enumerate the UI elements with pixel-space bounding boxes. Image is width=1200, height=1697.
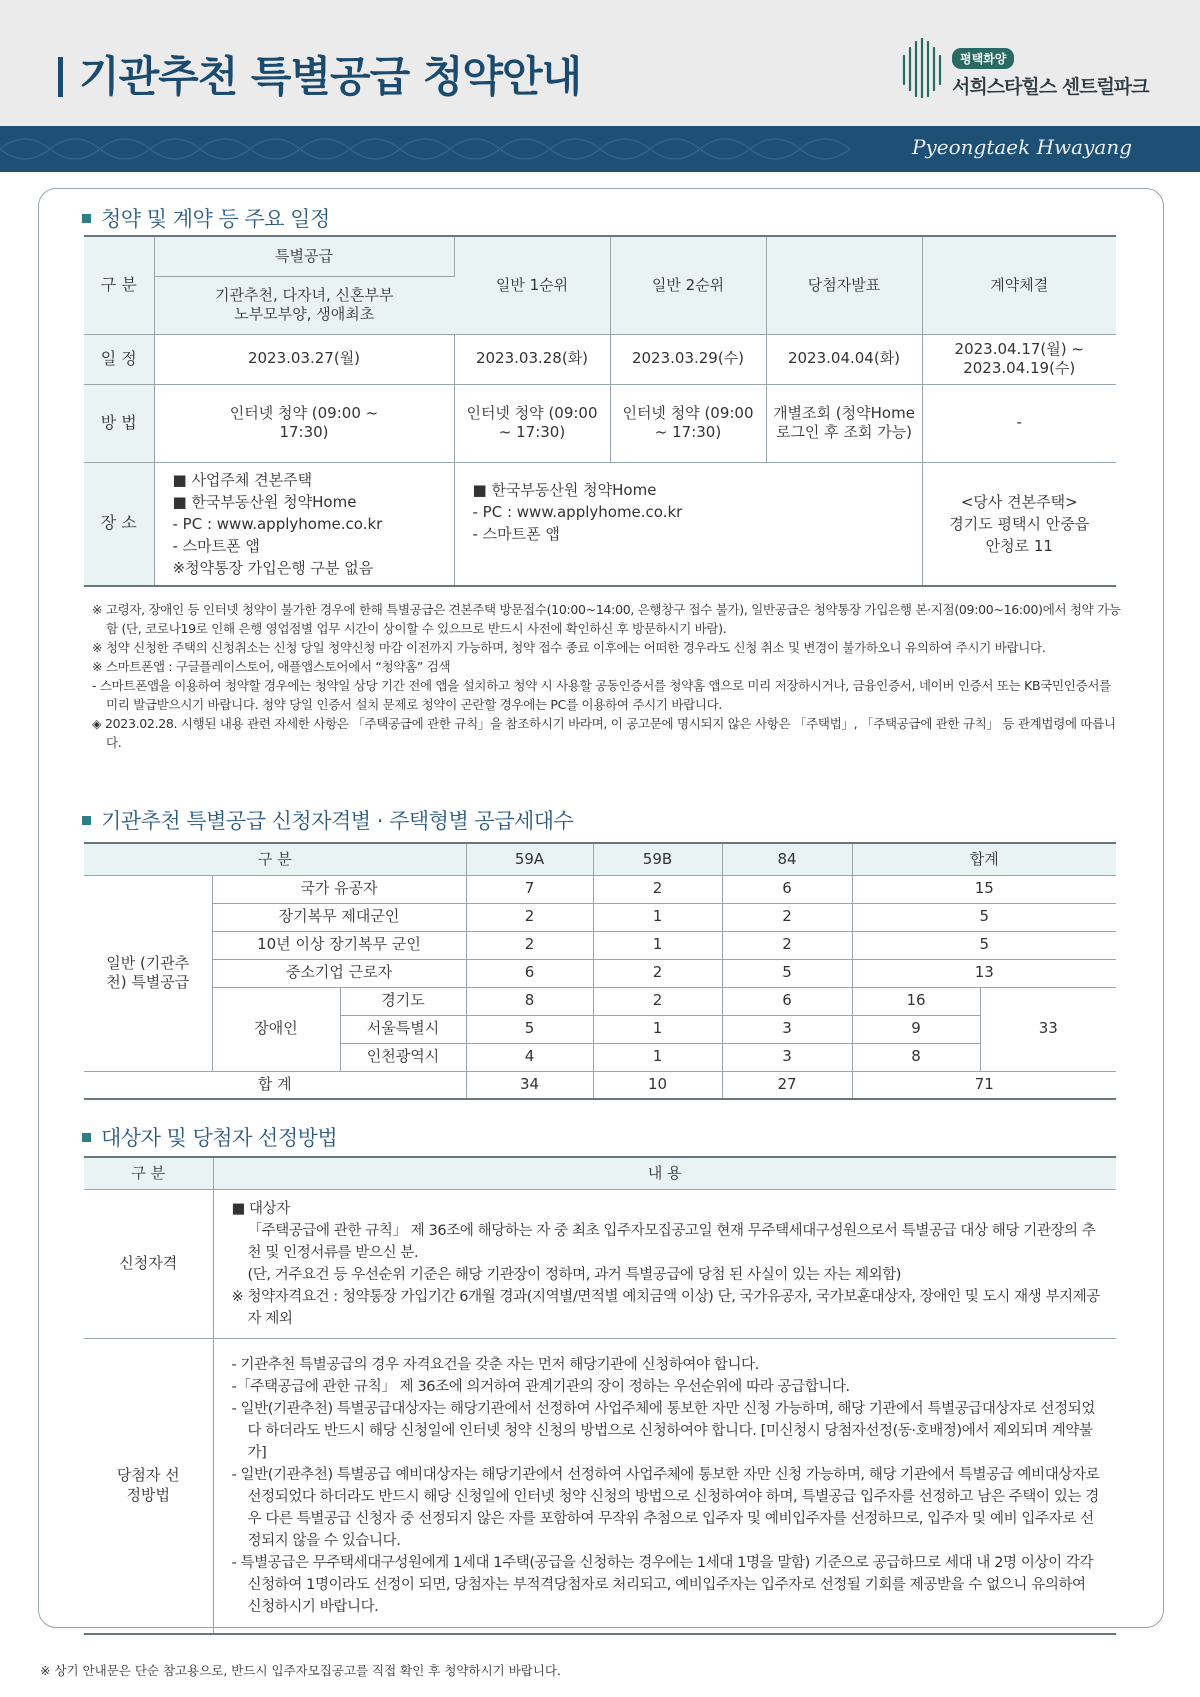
table-cell: 71 [852, 1071, 1116, 1099]
table-cell: 장애인 [212, 987, 340, 1071]
note-item: ◈ 2023.02.28. 시행된 내용 관련 자세한 사항은 「주택공급에 관한 규칙」을 참조하시기 바라며, 이 공고문에 명시되지 않은 사항은 「주택법」, 「주택공급에 관한 규칙」 등 관계법령에 따릅니다. [92, 716, 1116, 750]
table-cell: 인터넷 청약 (09:00 ~ 17:30) [610, 384, 766, 462]
table-cell: 10년 이상 장기복무 군인 [212, 931, 466, 959]
place-line: 경기도 평택시 안중읍 [949, 514, 1090, 533]
decorative-band [0, 126, 1200, 172]
content-line: (단, 거주요건 등 우선순위 기준은 해당 기관장이 정하며, 과거 특별공급에 당첨 된 사실이 있는 자는 제외함) [247, 1266, 902, 1283]
place-line: 안청로 11 [985, 536, 1053, 555]
place-line: ※청약통장 가입은행 구분 없음 [172, 558, 374, 577]
table-cell: 합 계 [84, 1071, 466, 1099]
table-cell: 1 [593, 903, 722, 931]
table-cell: 8 [852, 1043, 980, 1071]
content-line: ※ 청약자격요건 : 청약통장 가입기간 6개월 경과(지역별/면적별 예치금액 이상) 단, 국가유공자, 국가보훈대상자, 장애인 및 도시 재생 부지제공자 제외 [231, 1288, 1100, 1327]
header-cell: 기관추천, 다자녀, 신혼부부 노부모부양, 생애최초 [154, 276, 454, 334]
brand-logo [900, 38, 1170, 108]
logo-badge: 평택화양 [952, 48, 1014, 69]
header-cell: 일반 2순위 [610, 236, 766, 334]
table-cell: 서울특별시 [340, 1015, 466, 1043]
table-cell: 3 [722, 1015, 852, 1043]
table-cell: 2023.03.27(월) [154, 334, 454, 384]
section-title-schedule [82, 203, 330, 233]
table-cell: 34 [466, 1071, 593, 1099]
table-cell: 2023.03.28(화) [454, 334, 610, 384]
table-cell: 4 [466, 1043, 593, 1071]
header-cell: 구 분 [84, 1157, 213, 1189]
section-title-text: 청약 및 계약 등 주요 일정 [101, 207, 330, 231]
section-title-text: 대상자 및 당첨자 선정방법 [101, 1126, 338, 1150]
table-cell: 중소기업 근로자 [212, 959, 466, 987]
table-cell: 2 [593, 875, 722, 903]
place-line: ■ 한국부동산원 청약Home [172, 492, 357, 511]
row-label-text: 당첨자 선정방법 [116, 1466, 180, 1504]
header-cell: 합계 [852, 843, 1116, 875]
section-title-text: 기관추천 특별공급 신청자격별 · 주택형별 공급세대수 [101, 809, 574, 833]
table-cell: 16 [852, 987, 980, 1015]
table-cell: 1 [593, 1043, 722, 1071]
header-cell: 84 [722, 843, 852, 875]
table-cell: 5 [852, 931, 1116, 959]
header-cell: 특별공급 [154, 236, 454, 276]
page-title [58, 44, 581, 104]
place-line: - PC : www.applyhome.co.kr [172, 514, 383, 533]
note-item: ※ 스마트폰앱 : 구글플레이스토어, 애플앱스토어에서 “청약홈” 검색 [92, 659, 451, 674]
group-label-text: 일반 (기관추천) 특별공급 [106, 953, 190, 991]
table-cell: 2 [722, 931, 852, 959]
table-cell: 27 [722, 1071, 852, 1099]
note-item: ※ 고령자, 장애인 등 인터넷 청약이 불가한 경우에 한해 특별공급은 견본주택 방문접수(10:00~14:00, 은행창구 접수 불가), 일반공급은 청약통장 가입은행 본·지점(09:00~16:00)에서 청약 가능함 (단, 코로나19로 인해 은행 영업점별 업무 시간이 상이할 수 있으므로 반드시 사전에 확인하신 후 방문하시기 바람). [92, 602, 1121, 636]
table-cell: 국가 유공자 [212, 875, 466, 903]
table-cell: 2 [593, 987, 722, 1015]
table-cell: 5 [722, 959, 852, 987]
table-cell: 2 [466, 931, 593, 959]
logo-name: 서희스타힐스 센트럴파크 [952, 76, 1149, 98]
table-cell: 6 [722, 875, 852, 903]
content-line: - 일반(기관추천) 특별공급 예비대상자는 해당기관에서 선정하여 사업주체에 통보한 자만 신청 가능하며, 해당 기관에서 특별공급 예비대상자로 선정되었다 하더라도 반드시 해당 신청일에 인터넷 청약 신청의 방법으로 신청하여야 하며, 특별공급 입주자를 선정하고 남은 주택이 있는 경우 다른 특별공급 신청자 중 선정되지 않은 자를 포함하여 무작위 추첨으로 입주자 및 예비입주자를 선정하므로, 입주자 및 예비 입주자로 선정되지 않을 수 있습니다. [231, 1466, 1100, 1549]
table-cell: 8 [466, 987, 593, 1015]
section-bullet-icon [82, 816, 91, 825]
header-cell: 구 분 [84, 843, 466, 875]
title-bar [58, 57, 63, 97]
supply-table [84, 842, 1116, 1100]
row-label: 장 소 [84, 462, 154, 586]
content-line: -「주택공급에 관한 규칙」 제 36조에 의거하여 관계기관의 장이 정하는 우선순위에 따라 공급합니다. [231, 1378, 850, 1395]
footer-note: ※ 상기 안내문은 단순 참고용으로, 반드시 입주자모집공고를 직접 확인 후 청약하시기 바랍니다. [40, 1663, 561, 1678]
selection-table [84, 1156, 1116, 1635]
place-line: - PC : www.applyhome.co.kr [472, 502, 683, 521]
place-contract-cell [922, 462, 1116, 586]
table-cell: 2 [593, 959, 722, 987]
table-cell: 6 [722, 987, 852, 1015]
band-script-text: Pyeongtaek Hwayang [912, 135, 1132, 159]
page-title-text: 기관추천 특별공급 청약안내 [79, 52, 582, 101]
table-cell: 1 [593, 931, 722, 959]
table-cell: 장기복무 제대군인 [212, 903, 466, 931]
table-cell: 10 [593, 1071, 722, 1099]
section-bullet-icon [82, 214, 91, 223]
table-cell: 9 [852, 1015, 980, 1043]
table-cell: 7 [466, 875, 593, 903]
place-special-cell [154, 462, 454, 586]
content-line: 「주택공급에 관한 규칙」 제 36조에 해당하는 자 중 최초 입주자모집공고일 현재 무주택세대구성원으로서 특별공급 대상 해당 기관장의 추천 및 인정서류를 받으신 분. [247, 1222, 1096, 1261]
row-label: 신청자격 [84, 1189, 213, 1338]
table-cell: 인터넷 청약 (09:00 ~ 17:30) [154, 384, 454, 462]
table-cell: 3 [722, 1043, 852, 1071]
group-label [84, 875, 212, 1071]
section-bullet-icon [82, 1133, 91, 1142]
logo-mark-icon [900, 38, 944, 98]
table-cell: 인터넷 청약 (09:00 ~ 17:30) [454, 384, 610, 462]
table-cell: 개별조회 (청약Home로그인 후 조회 가능) [766, 384, 922, 462]
section-title-supply [82, 805, 573, 835]
table-cell: 1 [593, 1015, 722, 1043]
table-cell: 인천광역시 [340, 1043, 466, 1071]
header-cell: 일반 1순위 [454, 236, 610, 334]
table-cell: 2 [722, 903, 852, 931]
schedule-notes [92, 600, 1122, 752]
table-cell: 15 [852, 875, 1116, 903]
place-line: ■ 사업주체 견본주택 [172, 470, 313, 489]
content-line: ■ 대상자 [231, 1200, 290, 1217]
table-cell: 13 [852, 959, 1116, 987]
table-cell: - [922, 384, 1116, 462]
header-cell: 59B [593, 843, 722, 875]
header-cell: 당첨자발표 [766, 236, 922, 334]
header-cell: 내 용 [213, 1157, 1116, 1189]
page-header [0, 0, 1200, 126]
table-cell: 2023.04.17(월) ~ 2023.04.19(수) [922, 334, 1116, 384]
qualification-cell [213, 1189, 1116, 1338]
header-cell: 59A [466, 843, 593, 875]
selection-method-cell [213, 1338, 1116, 1634]
place-line: - 스마트폰 앱 [172, 536, 260, 555]
table-cell: 2023.03.29(수) [610, 334, 766, 384]
note-item: - 스마트폰앱을 이용하여 청약할 경우에는 청약일 상당 기간 전에 앱을 설치하고 청약 시 사용할 공동인증서를 청약홈 앱으로 미리 저장하시거나, 금융인증서, 네이버 인증서 또는 KB국민인증서를 미리 발급받으시기 바랍니다. 청약 당일 인증서 설치 문제로 청약이 곤란할 경우에는 PC를 이용하여 주시기 바랍니다. [92, 678, 1111, 712]
header-cell: 구 분 [84, 236, 154, 334]
content-line: - 특별공급은 무주택세대구성원에게 1세대 1주택(공급을 신청하는 경우에는 1세대 1명을 말함) 기준으로 공급하므로 세대 내 2명 이상이 각각 신청하여 1명이라도 선정이 되면, 당첨자는 부적격당첨자로 처리되고, 예비입주자는 입주자로 선정될 기회를 제공받을 수 없으니 유의하여 신청하시기 바랍니다. [231, 1554, 1094, 1615]
table-cell: 5 [466, 1015, 593, 1043]
row-label: 일 정 [84, 334, 154, 384]
table-cell: 33 [980, 987, 1116, 1071]
place-line: - 스마트폰 앱 [472, 524, 560, 543]
place-line: <당사 견본주택> [960, 492, 1078, 511]
header-cell: 계약체결 [922, 236, 1116, 334]
table-cell: 6 [466, 959, 593, 987]
row-label: 방 법 [84, 384, 154, 462]
table-cell: 2023.04.04(화) [766, 334, 922, 384]
place-general-cell [454, 462, 922, 586]
table-cell: 2 [466, 903, 593, 931]
section-title-selection [82, 1122, 337, 1152]
table-cell: 5 [852, 903, 1116, 931]
content-line: - 일반(기관추천) 특별공급대상자는 해당기관에서 선정하여 사업주체에 통보한 자만 신청 가능하며, 해당 기관에서 특별공급대상자로 선정되었다 하더라도 반드시 해당 신청일에 인터넷 청약 신청의 방법으로 신청하여야 합니다. [미신청시 당첨자선정(동·호배정)에서 제외되며 계약불가] [231, 1400, 1095, 1461]
content-line: - 기관추천 특별공급의 경우 자격요건을 갖춘 자는 먼저 해당기관에 신청하여야 합니다. [231, 1356, 759, 1373]
note-item: ※ 청약 신청한 주택의 신청취소는 신청 당일 청약신청 마감 이전까지 가능하며, 청약 접수 종료 이후에는 어떠한 경우라도 신청 취소 및 변경이 불가하오니 유의하여 주시기 바랍니다. [92, 640, 1046, 655]
row-label [84, 1338, 213, 1634]
table-cell: 경기도 [340, 987, 466, 1015]
place-line: ■ 한국부동산원 청약Home [472, 480, 657, 499]
schedule-table [84, 235, 1116, 587]
